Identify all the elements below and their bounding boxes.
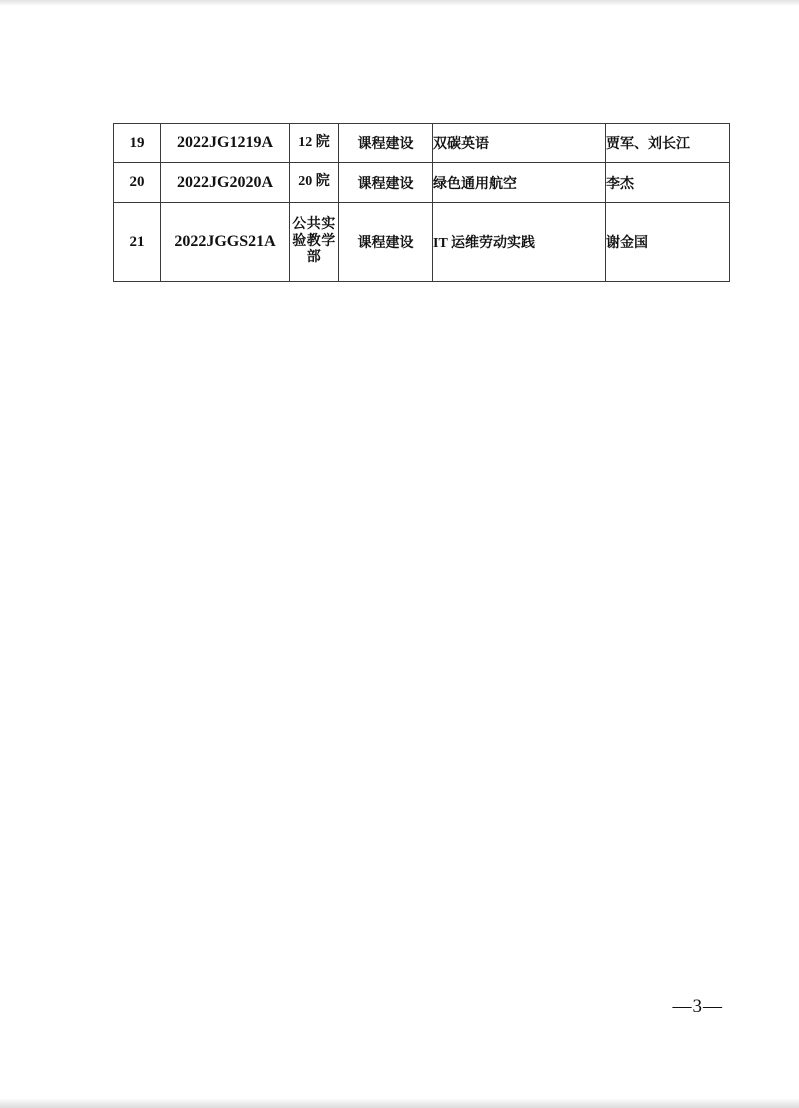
- table-row: [114, 124, 730, 163]
- projects-table: [113, 123, 730, 282]
- cell-serial-number: 19: [114, 124, 161, 163]
- cell-project-title: 绿色通用航空: [433, 163, 606, 203]
- cell-department: [290, 203, 339, 282]
- cell-project-title: 双碳英语: [433, 124, 606, 163]
- cell-department: 12 院: [290, 124, 339, 163]
- table-row: [114, 163, 730, 203]
- cell-project-leader: 李杰: [606, 163, 730, 203]
- cell-project-type: 课程建设: [339, 163, 433, 203]
- cell-department: 20 院: [290, 163, 339, 203]
- cell-project-leader: 谢金国: [606, 203, 730, 282]
- cell-project-code: 2022JG2020A: [161, 163, 290, 203]
- cell-project-title: IT 运维劳动实践: [433, 203, 606, 282]
- cell-project-leader: 贾军、刘长江: [606, 124, 730, 163]
- cell-project-type: 课程建设: [339, 203, 433, 282]
- cell-project-code: 2022JG1219A: [161, 124, 290, 163]
- table-row: [114, 203, 730, 282]
- cell-project-type: 课程建设: [339, 124, 433, 163]
- page-number: —3—: [672, 996, 723, 1017]
- cell-serial-number: 20: [114, 163, 161, 203]
- cell-department-text: 公共实验教学部: [292, 217, 336, 266]
- cell-project-code: 2022JGGS21A: [161, 203, 290, 282]
- cell-serial-number: 21: [114, 203, 161, 282]
